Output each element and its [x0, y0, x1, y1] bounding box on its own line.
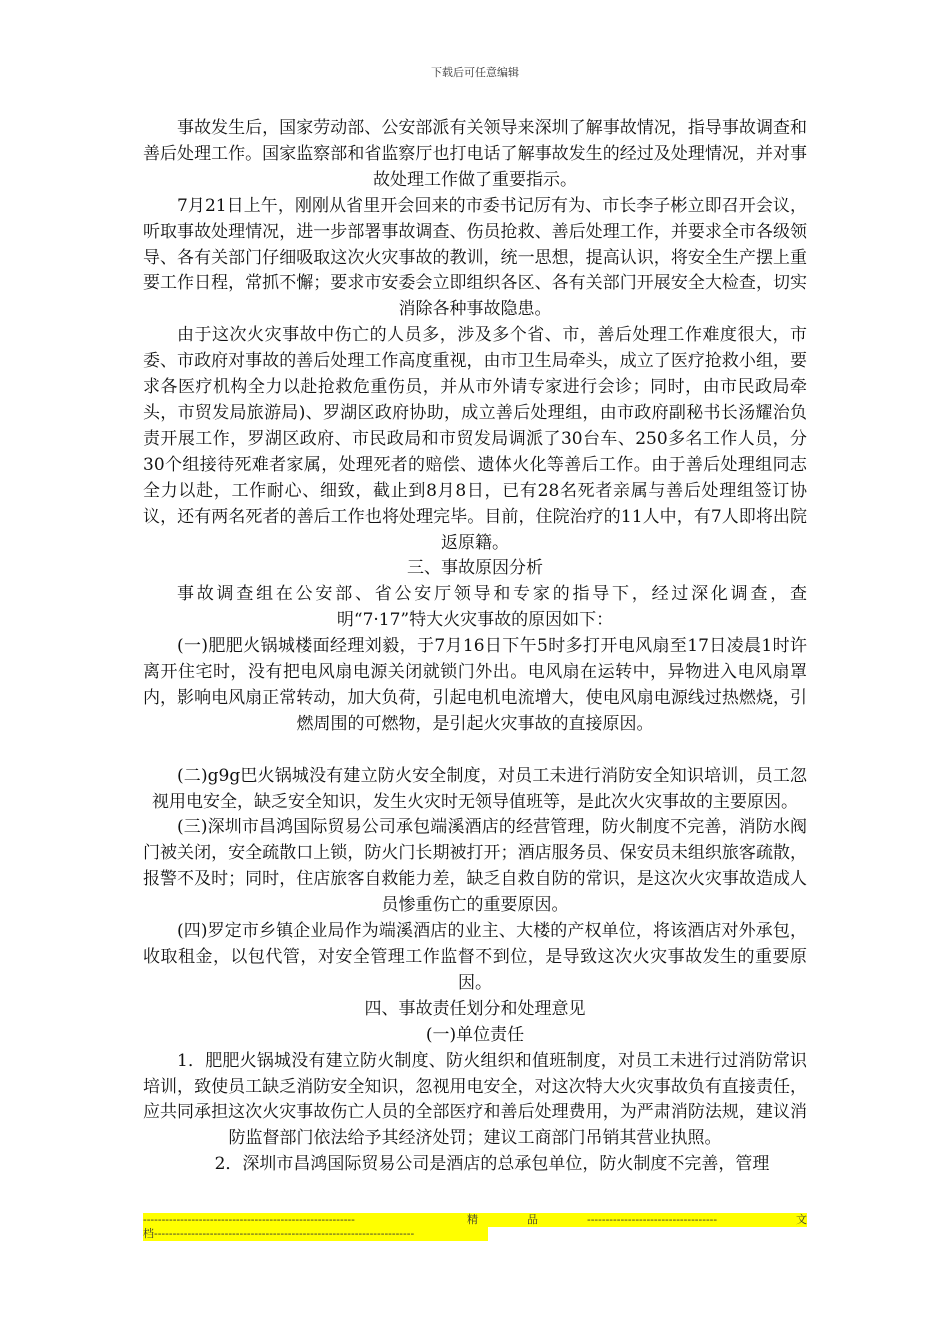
paragraph-cause-2: (二)g9g巴火锅城没有建立防火安全制度，对员工未进行消防安全知识培训，员工忽视用电安全，缺乏安全知识，发生火灾时无领导值班等，是此次火灾事故的主要原因。: [152, 765, 807, 812]
paragraph-responsibility-1: 1．肥肥火锅城没有建立防火制度、防火组织和值班制度，对员工未进行过消防常识培训，致使员工缺乏消防安全知识，忽视用电安全，对这次特大火灾事故负有直接责任，应共同承担这次火灾事故伤亡人员的全部医疗和善后处理费用，为严肃消防法规，建议消防监督部门依法给予其经济处罚；建议工商部门吊销其营业执照。: [143, 1050, 807, 1149]
paragraph-responsibility-2: 2．深圳市昌鸿国际贸易公司是酒店的总承包单位，防火制度不完善，管理: [214, 1154, 770, 1175]
paragraph-cause-3: (三)深圳市昌鸿国际贸易公司承包端溪酒店的经营管理，防火制度不完善，消防水阀门被关闭，安全疏散口上锁，防火门长期被打开；酒店服务员、保安员未组织旅客疏散，报警不及时；同时，住店旅客自救能力差，缺乏自救自防的常识，是这次火灾事故造成人员惨重伤亡的重要原因。: [143, 817, 807, 916]
footer-highlight-line-2: 档----------------------------------------------------------------------: [143, 1227, 488, 1241]
paragraph-cause-1: (一)肥肥火锅城楼面经理刘毅，于7月16日下午5时多打开电风扇至17日凌晨1时许离开住宅时，没有把电风扇电源关闭就锁门外出。电风扇在运转中，异物进入电风扇罩内，影响电风扇正常转动，加大负荷，引起电机电流增大，使电风扇电源线过热燃烧，引燃周围的可燃物，是引起火灾事故的直接原因。: [143, 636, 807, 734]
subheading-unit-responsibility: (一)单位责任: [425, 1024, 525, 1045]
paragraph-cause-4: (四)罗定市乡镇企业局作为端溪酒店的业主、大楼的产权单位，将该酒店对外承包，收取租金，以包代管，对安全管理工作监督不到位，是导致这次火灾事故发生的重要原因。: [143, 921, 807, 993]
paragraph-investigation-intro: 事故调查组在公安部、省公安厅领导和专家的指导下，经过深化调查，查明“7·17”特大火灾事故的原因如下：: [177, 584, 807, 631]
footer-dashes: -----------------------------------: [587, 1213, 718, 1226]
paragraph-aftermath-handling: 由于这次火灾事故中伤亡的人员多，涉及多个省、市，善后处理工作难度很大，市委、市政府对事故的善后处理工作高度重视，由市卫生局牵头，成立了医疗抢救小组，要求各医疗机构全力以赴抢救危重伤员，并从市外请专家进行会诊；同时，由市民政局牵头，市贸发局旅游局)、罗湖区政府协助，成立善后处理组，由市政府副秘书长汤耀治负责开展工作，罗湖区政府、市民政局和市贸发局调派了30台车、250多名工作人员，分30个组接待死难者家属，处理死者的赔偿、遗体火化等善后工作。由于善后处理组同志全力以赴，工作耐心、细致，截止到8月8日，已有28名死者亲属与善后处理组签订协议，还有两名死者的善后工作也将处理完毕。目前，住院治疗的11人中，有7人即将出院返原籍。: [143, 325, 807, 553]
footer-word-wen: 文: [796, 1213, 807, 1226]
document-body: [143, 116, 807, 1178]
footer-word-pin: 品: [527, 1213, 538, 1226]
footer-highlight-line: [143, 1213, 807, 1227]
page-footer: [143, 1213, 807, 1245]
section-heading-responsibility: 四、事故责任划分和处理意见: [364, 998, 586, 1019]
page-header: 下载后可任意编辑: [431, 66, 519, 79]
footer-dashes: ---------------------------------------------------------: [143, 1213, 355, 1226]
footer-word-jing: 精: [467, 1213, 478, 1226]
paragraph-report-aftermath: 事故发生后，国家劳动部、公安部派有关领导来深圳了解事故情况，指导事故调查和善后处理工作。国家监察部和省监察厅也打电话了解事故发生的经过及处理情况，并对事故处理工作做了重要指示。: [143, 118, 807, 190]
paragraph-july-21-meeting: 7月21日上午，刚刚从省里开会回来的市委书记厉有为、市长李子彬立即召开会议，听取事故处理情况，进一步部署事故调查、伤员抢救、善后处理工作，并要求全市各级领导、各有关部门仔细吸取这次火灾事故的教训，统一思想，提高认识，将安全生产摆上重要工作日程，常抓不懈；要求市安委会立即组织各区、各有关部门开展安全大检查，切实消除各种事故隐患。: [143, 195, 807, 320]
section-heading-cause-analysis: 三、事故原因分析: [407, 558, 543, 579]
